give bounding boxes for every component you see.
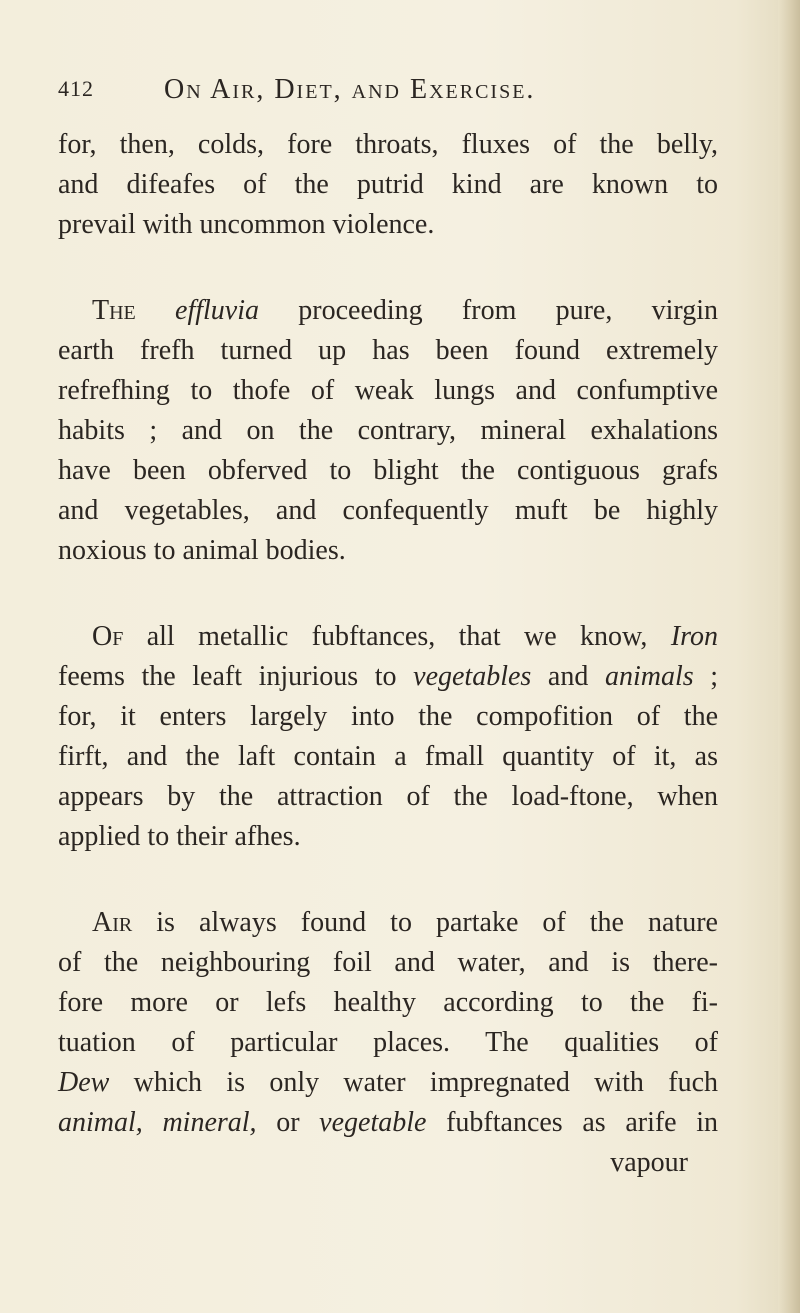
- text-line: [58, 617, 718, 657]
- text-line: noxious to animal bodies.: [58, 535, 346, 566]
- text-line: [58, 657, 718, 697]
- text-line: have been obferved to blight the contiguous grafs: [58, 455, 718, 486]
- paragraph-lead: Air: [92, 907, 133, 938]
- page-header: [58, 70, 658, 110]
- italic-term: animals: [604, 661, 694, 692]
- paragraph-lead: Of: [92, 621, 124, 652]
- text-line: and vegetables, and confequently muft be highly: [58, 495, 718, 526]
- text-line: refrefhing to thofe of weak lungs and confumptive: [58, 375, 718, 406]
- running-title: On Air, Diet, and Exercise.: [164, 74, 536, 105]
- catchword: vapour: [610, 1147, 688, 1178]
- text-span: all metallic fubftances, that we know,: [123, 621, 671, 652]
- paragraph-1: [58, 125, 718, 245]
- text-span: or: [256, 1107, 320, 1138]
- page-gutter-edge: [778, 0, 800, 1313]
- text-line: [58, 291, 718, 331]
- text-span: fubftances as arife in: [426, 1107, 719, 1138]
- text-span: feems the leaft injurious to: [58, 661, 414, 692]
- text-line: of the neighbouring foil and water, and is there-: [58, 947, 718, 978]
- text-line: appears by the attraction of the load-ftone, when: [58, 781, 718, 812]
- italic-term: Dew: [58, 1067, 110, 1098]
- paragraph-lead: The: [92, 295, 136, 326]
- italic-term: effluvia: [175, 295, 260, 326]
- text-span: is always found to partake of the nature: [132, 907, 718, 938]
- text-line: habits ; and on the contrary, mineral exhalations: [58, 415, 718, 446]
- text-span: [143, 1107, 163, 1138]
- italic-term: mineral,: [162, 1107, 257, 1138]
- text-line: earth frefh turned up has been found extremely: [58, 335, 718, 366]
- text-line: and difeafes of the putrid kind are known to: [58, 169, 718, 200]
- text-span: and: [531, 661, 605, 692]
- body-text: [58, 125, 718, 1183]
- text-line: for, then, colds, fore throats, fluxes of the belly,: [58, 129, 718, 160]
- text-span: proceeding from pure, virgin: [259, 295, 718, 326]
- text-line: for, it enters largely into the compofition of the: [58, 701, 718, 732]
- paragraph-2: [58, 291, 718, 571]
- text-line: fore more or lefs healthy according to the fi-: [58, 987, 718, 1018]
- text-line: prevail with uncommon violence.: [58, 209, 435, 240]
- italic-term: animal,: [58, 1107, 143, 1138]
- italic-term: vegetable: [319, 1107, 427, 1138]
- text-line: [58, 1103, 718, 1143]
- text-line: [58, 1063, 718, 1103]
- paragraph-4: [58, 903, 718, 1183]
- text-line: firft, and the laft contain a fmall quantity of it, as: [58, 741, 718, 772]
- italic-term: vegetables: [413, 661, 532, 692]
- italic-term: Iron: [670, 621, 718, 652]
- paragraph-3: [58, 617, 718, 857]
- text-line: applied to their afhes.: [58, 821, 301, 852]
- text-line: tuation of particular places. The qualities of: [58, 1027, 718, 1058]
- text-span: ;: [693, 661, 719, 692]
- text-span: which is only water impregnated with fuch: [109, 1067, 718, 1098]
- text-line: [58, 903, 718, 943]
- page-number: 412: [58, 76, 94, 101]
